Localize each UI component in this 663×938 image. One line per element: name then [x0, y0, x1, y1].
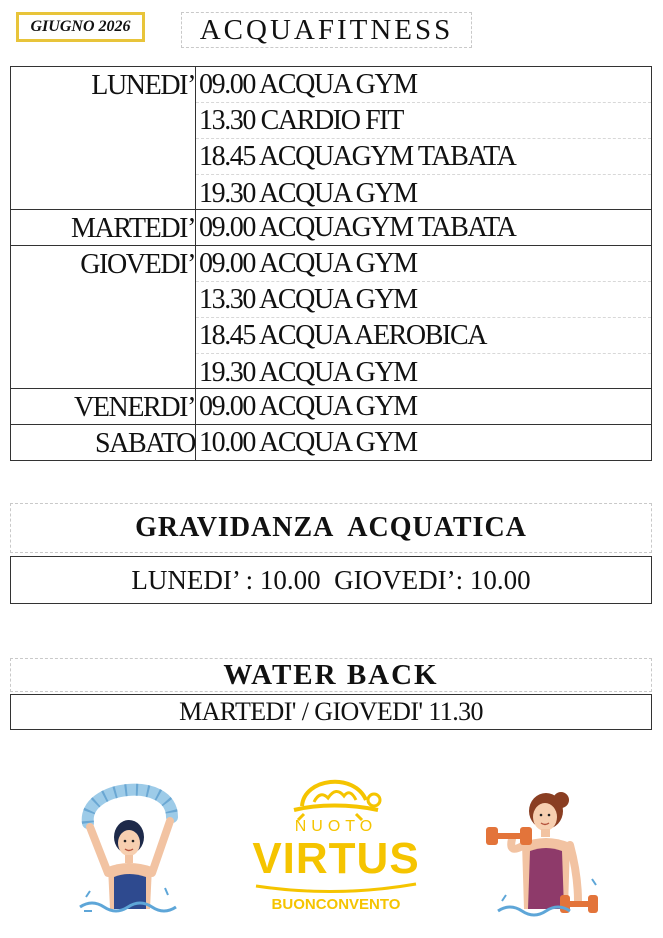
- session-list: [196, 67, 651, 212]
- logo-line-nuoto: NUOTO: [294, 818, 378, 835]
- day-block-tuesday: [11, 209, 651, 245]
- day-name: MARTEDI’: [11, 210, 196, 245]
- waterback-title: [10, 658, 652, 692]
- day-name: GIOVEDI’: [11, 246, 196, 388]
- day-block-saturday: [11, 424, 651, 461]
- page-title-text: ACQUAFITNESS: [199, 13, 454, 46]
- session: 13.30 CARDIO FIT: [196, 103, 651, 139]
- logo-line-buonconvento: BUONCONVENTO: [271, 896, 401, 913]
- session: 09.00 ACQUA GYM: [196, 246, 651, 282]
- woman-with-dumbbells-illustration: [478, 785, 604, 920]
- gravidanza-times-text: LUNEDI’ : 10.00 GIOVEDI’: 10.00: [131, 564, 531, 595]
- month-label: GIUGNO 2026: [30, 18, 131, 35]
- session-list: [196, 389, 651, 424]
- gravidanza-times: [10, 556, 652, 604]
- month-badge: [16, 12, 145, 42]
- page-title: [181, 12, 472, 48]
- session: 10.00 ACQUA GYM: [199, 427, 417, 458]
- day-block-monday: [11, 67, 651, 212]
- nuoto-virtus-logo: [246, 770, 426, 920]
- session-list: [196, 246, 651, 391]
- gravidanza-title: [10, 503, 652, 553]
- session: 19.30 ACQUA GYM: [199, 178, 417, 209]
- waterback-times: [10, 694, 652, 730]
- session-list: [196, 425, 651, 461]
- turtle-icon: [288, 770, 384, 822]
- logo-line-virtus: VIRTUS: [252, 834, 420, 883]
- session: 09.00 ACQUAGYM TABATA: [199, 212, 516, 243]
- session: 13.30 ACQUA GYM: [196, 282, 651, 318]
- day-name: VENERDI’: [11, 389, 196, 424]
- session: 18.45 ACQUAGYM TABATA: [196, 139, 651, 175]
- day-block-thursday: [11, 245, 651, 391]
- session: 09.00 ACQUA GYM: [196, 67, 651, 103]
- gravidanza-title-text: GRAVIDANZA ACQUATICA: [135, 512, 527, 543]
- schedule-table: [10, 66, 652, 461]
- day-block-friday: [11, 388, 651, 424]
- session: 18.45 ACQUA AEROBICA: [196, 318, 651, 354]
- woman-with-pool-noodle-illustration: [72, 775, 184, 915]
- session: 09.00 ACQUA GYM: [199, 391, 417, 422]
- waterback-title-text: WATER BACK: [223, 658, 439, 691]
- session: 19.30 ACQUA GYM: [199, 357, 417, 388]
- waterback-times-text: MARTEDI' / GIOVEDI' 11.30: [179, 697, 483, 726]
- day-name: LUNEDI’: [11, 67, 196, 209]
- session-list: [196, 210, 651, 245]
- day-name: SABATO: [11, 425, 196, 461]
